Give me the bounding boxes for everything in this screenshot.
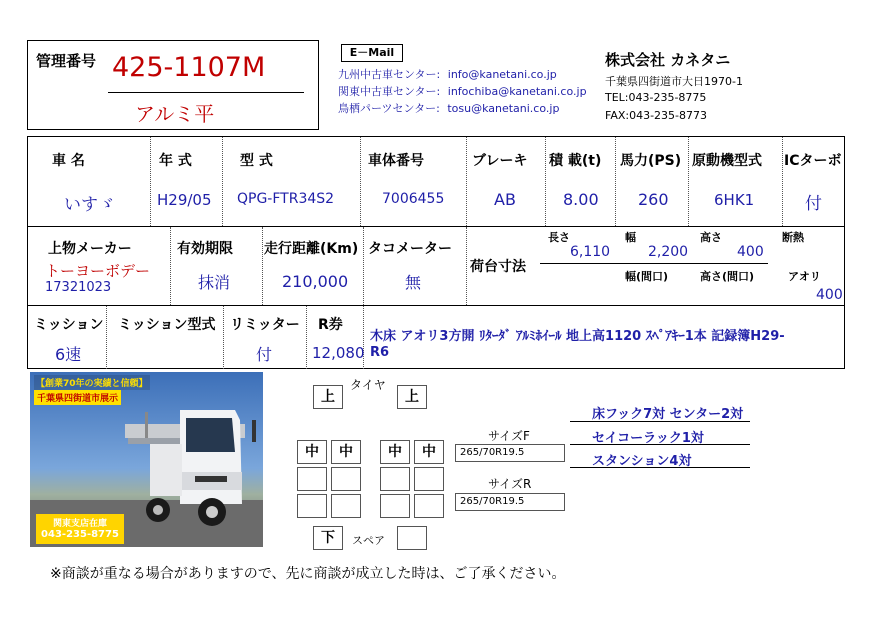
tire-spare [397,526,427,550]
tire-empty-8 [414,494,444,518]
hdr-ic-turbo: ICターボ [784,153,842,169]
r1-div-4 [466,137,467,226]
hdr-car-name: 車 名 [52,153,85,169]
row2-bottom [27,305,845,306]
r3-div-1 [106,306,107,369]
val-load: 8.00 [563,190,599,209]
val-width: 2,200 [648,244,689,260]
val-height: 400 [737,244,764,260]
r1-div-2 [222,137,223,226]
tire-mid-4: 中 [414,440,444,464]
lbl-mission-type: ミッション型式 [118,317,216,333]
row1-bottom [27,226,845,227]
lbl-insulation: 断熱 [782,231,804,244]
spare-label: スペア [352,534,385,547]
feature-2: セイコーラック1対 [592,431,704,446]
remarks: 木床 アオリ3方開 ﾘﾀｰﾀﾞ ｱﾙﾐﾎｲｰﾙ 地上高1120 ｽﾍﾟｱｷｰ1本 記録簿H29-R6 [370,329,785,360]
lbl-tacho: タコメーター [368,241,452,257]
val-inspection: 抹消 [198,273,231,292]
val-ic-turbo: 付 [805,194,822,214]
photo-stock-tel: 043-235-8775 [41,529,119,540]
photo-stock-box [36,514,124,544]
body-type: アルミ平 [135,102,215,126]
lbl-height: 高さ [700,231,722,244]
r2-div-4 [466,227,467,305]
hdr-horsepower: 馬力(PS) [620,153,682,169]
contact-2 [338,83,587,99]
feature-1: 床フック7対 センター2対 [592,407,744,422]
val-mission: 6速 [55,345,82,364]
val-aori: 400 [816,287,843,303]
tire-mid-2: 中 [331,440,361,464]
feature-1-line [570,421,750,422]
r1-div-5 [545,137,546,226]
hdr-model: 型 式 [240,153,273,169]
r2-div-2 [262,227,263,305]
val-limiter: 付 [256,345,273,364]
r1-div-6 [615,137,616,226]
footer-note: ※商談が重なる場合がありますので、先に商談が成立した時は、ご了承ください。 [50,566,566,582]
company-address: 千葉県四街道市大日1970-1 [605,75,743,88]
val-tacho: 無 [405,273,422,292]
r3-div-3 [306,306,307,369]
lbl-mission: ミッション [34,317,104,333]
company-tel: TEL:043-235-8775 [605,91,707,104]
val-r-ticket: 12,080 [312,344,365,362]
truck-photo [30,372,263,547]
contact-2-center: 関東中古車センター: [338,85,441,98]
lbl-limiter: リミッター [230,317,300,333]
tire-empty-3 [380,467,410,491]
lbl-body-maker: 上物メーカー [48,241,132,257]
contact-3 [338,100,559,116]
tire-mid-1: 中 [297,440,327,464]
tire-empty-5 [297,494,327,518]
tire-title: タイヤ [350,378,386,392]
hdr-chassis-no: 車体番号 [368,153,424,169]
val-brake: AB [494,190,516,209]
mgmt-label: 管理番号 [36,52,97,70]
tire-empty-1 [297,467,327,491]
r2-div-3 [363,227,364,305]
feature-3-line [570,467,750,468]
photo-location: 千葉県四街道市展示 [34,390,121,405]
company-name: 株式会社 カネタニ [605,51,731,69]
val-year: H29/05 [157,191,212,209]
val-car-name: いすゞ [64,195,115,215]
val-chassis-no: 7006455 [382,191,445,207]
tire-empty-2 [331,467,361,491]
feature-3: スタンション4対 [592,454,692,469]
r1-div-3 [360,137,361,226]
feature-2-line [570,444,750,445]
size-r-label: サイズR [488,477,532,491]
lbl-height-opening: 高さ(間口) [700,270,755,283]
company-fax: FAX:043-235-8773 [605,109,708,122]
tire-lower: 下 [313,526,343,550]
val-model: QPG-FTR34S2 [237,191,335,207]
cargo-underline [540,263,768,264]
contact-1-email[interactable]: info@kanetani.co.jp [447,68,557,81]
lbl-width: 幅 [625,231,636,244]
tire-empty-7 [380,494,410,518]
tire-empty-4 [414,467,444,491]
size-f-label: サイズF [488,429,530,443]
val-mileage: 210,000 [282,272,349,291]
size-f-value: 265/70R19.5 [455,444,565,462]
lbl-r-ticket: R券 [318,317,343,333]
hdr-brake: ブレーキ [472,153,528,169]
lbl-mileage: 走行距離(Km) [264,241,359,257]
r1-div-8 [782,137,783,226]
contact-3-email[interactable]: tosu@kanetani.co.jp [447,102,560,115]
lbl-width-opening: 幅(間口) [625,270,669,283]
photo-badge: 【創業70年の実績と信頼】 [34,375,150,390]
r2-div-1 [170,227,171,305]
lbl-aori: アオリ [788,270,821,283]
r3-div-2 [223,306,224,369]
photo-stock-label: 関東支店在庫 [52,519,107,529]
hdr-engine: 原動機型式 [692,153,762,169]
contact-3-center: 鳥栖パーツセンター: [338,102,440,115]
tire-upper-right: 上 [397,385,427,409]
lbl-inspection: 有効期限 [177,241,233,257]
r1-div-7 [688,137,689,226]
contact-1 [338,66,557,82]
contact-2-email[interactable]: infochiba@kanetani.co.jp [447,85,587,98]
val-horsepower: 260 [638,190,669,209]
hdr-year: 年 式 [159,153,192,169]
lbl-cargo-dims: 荷台寸法 [470,259,526,275]
val-length: 6,110 [570,244,611,260]
email-tag [341,44,403,62]
mgmt-divider [108,92,304,93]
tire-empty-6 [331,494,361,518]
mgmt-number: 425-1107M [112,52,266,83]
contact-1-center: 九州中古車センター: [338,68,441,81]
r1-div-1 [150,137,151,226]
hdr-load: 積 載(t) [549,153,602,169]
val-body-maker: トーヨーボデー [45,262,151,280]
tire-upper-left: 上 [313,385,343,409]
val-engine: 6HK1 [714,191,755,209]
lbl-length: 長さ [548,231,570,244]
email-tag-text: E－Mail [349,46,395,59]
val-maker-code: 17321023 [45,280,112,295]
size-r-value: 265/70R19.5 [455,493,565,511]
tire-mid-3: 中 [380,440,410,464]
